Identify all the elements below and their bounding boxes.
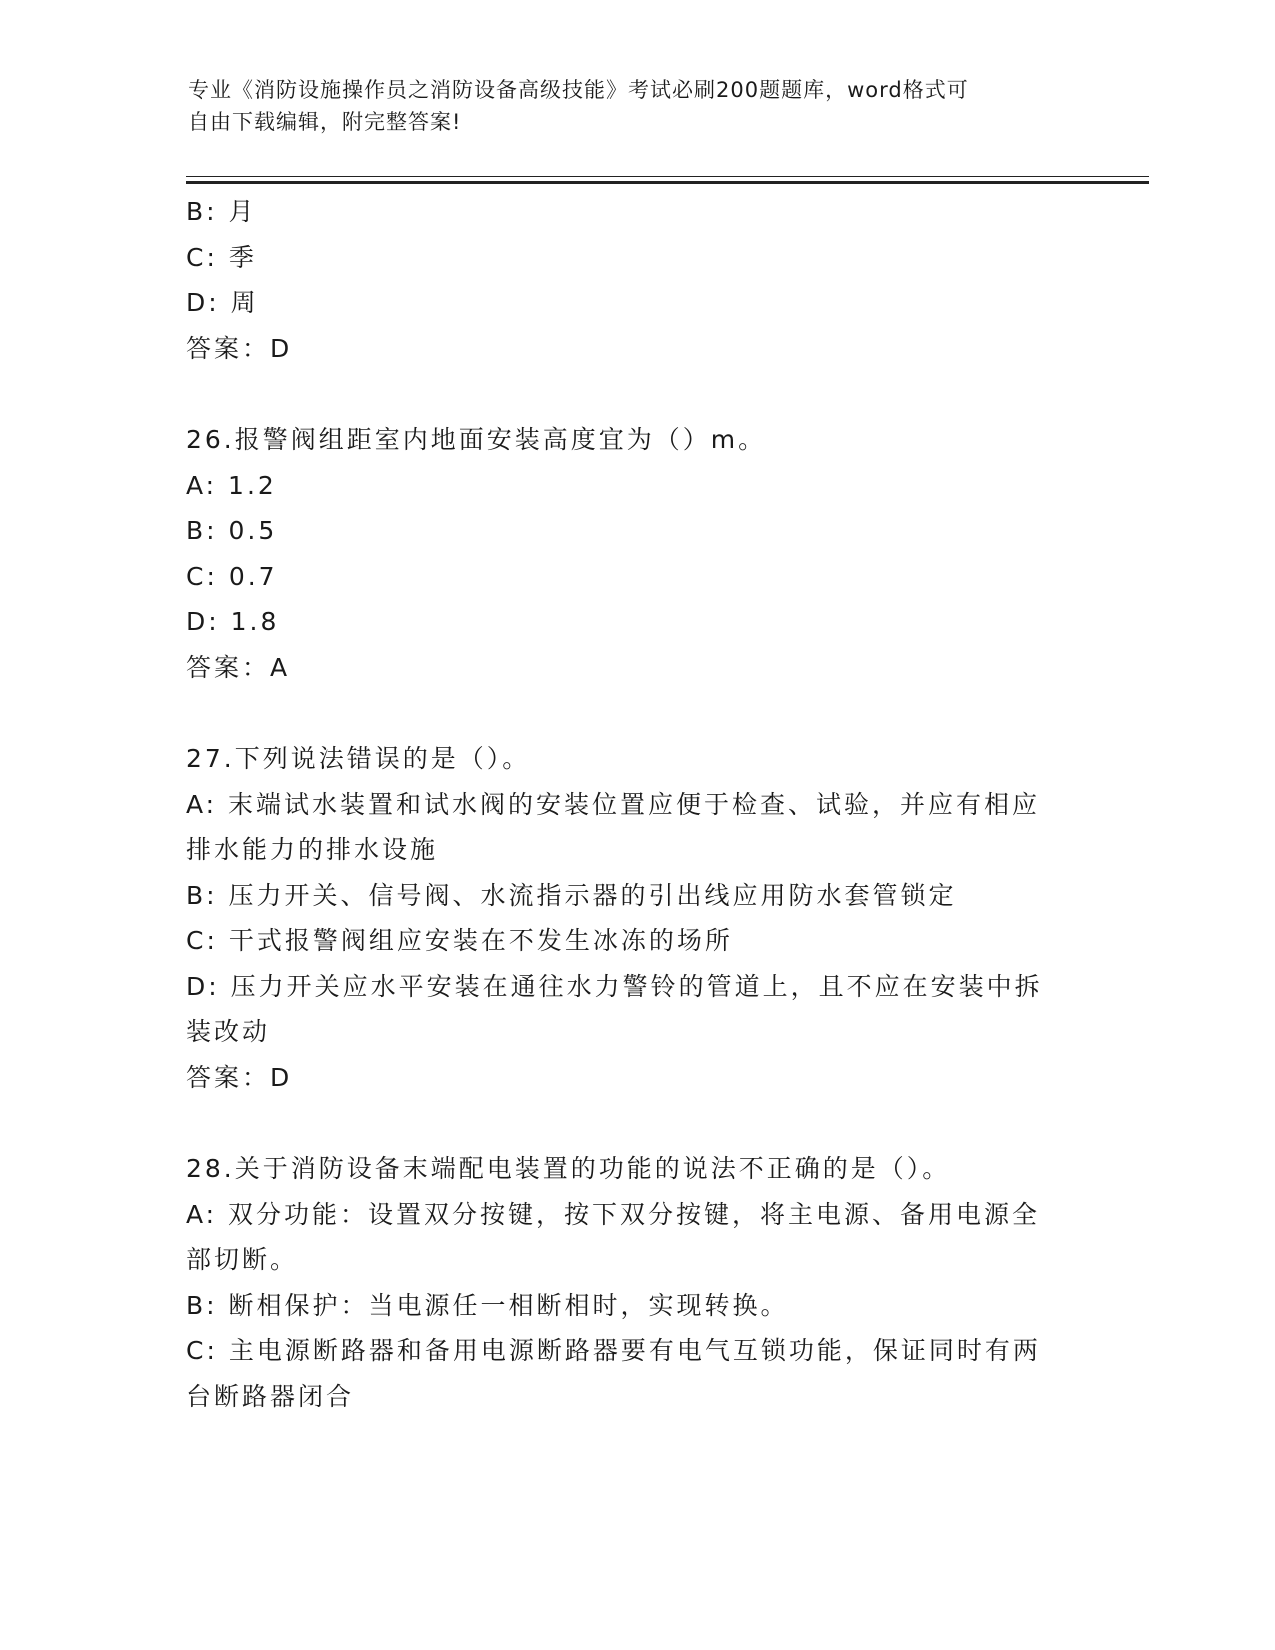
option-b: B: 断相保护：当电源任一相断相时，实现转换。 [186, 1290, 789, 1320]
question-stem: 26.报警阀组距室内地面安装高度宜为（）m。 [186, 425, 767, 454]
question-stem: 27.下列说法错误的是（）。 [186, 744, 531, 773]
option-d: D: 压力开关应水平安装在通往水力警铃的管道上，且不应在安装中拆装改动 [186, 971, 1043, 1046]
answer: 答案：D [186, 333, 293, 363]
spacer [186, 371, 1066, 417]
question-28 [186, 1146, 1066, 1419]
option-b: B: 0.5 [186, 516, 278, 545]
answer: 答案：A [186, 652, 291, 682]
option-b: B: 压力开关、信号阀、水流指示器的引出线应用防水套管锁定 [186, 880, 957, 910]
question-list [186, 189, 1066, 1419]
header-divider-thin [186, 176, 1149, 177]
option-c: C: 0.7 [186, 561, 278, 591]
option-b: B: 月 [186, 197, 257, 226]
document-header [188, 74, 1068, 138]
answer: 答案：D [186, 1062, 293, 1092]
option-c: C: 季 [186, 242, 257, 272]
question-27 [186, 736, 1066, 1100]
option-c: C: 干式报警阀组应安装在不发生冰冻的场所 [186, 926, 733, 955]
question-26 [186, 417, 1066, 690]
header-line-2: 自由下载编辑，附完整答案! [188, 110, 462, 134]
header-line-1: 专业《消防设施操作员之消防设备高级技能》考试必刷200题题库，word格式可 [188, 78, 969, 102]
option-a: A: 双分功能：设置双分按键，按下双分按键，将主电源、备用电源全部切断。 [186, 1199, 1041, 1274]
option-d: D: 周 [186, 288, 259, 317]
spacer [186, 690, 1066, 736]
option-a: A: 1.2 [186, 470, 277, 500]
spacer [186, 1100, 1066, 1146]
option-a: A: 末端试水装置和试水阀的安装位置应便于检查、试验，并应有相应排水能力的排水设施 [186, 789, 1041, 864]
option-c: C: 主电源断路器和备用电源断路器要有电气互锁功能，保证同时有两台断路器闭合 [186, 1336, 1041, 1411]
question-25-tail [186, 189, 1066, 371]
option-d: D: 1.8 [186, 607, 280, 636]
header-divider-thick [186, 181, 1149, 184]
question-stem: 28.关于消防设备末端配电装置的功能的说法不正确的是（）。 [186, 1154, 951, 1183]
